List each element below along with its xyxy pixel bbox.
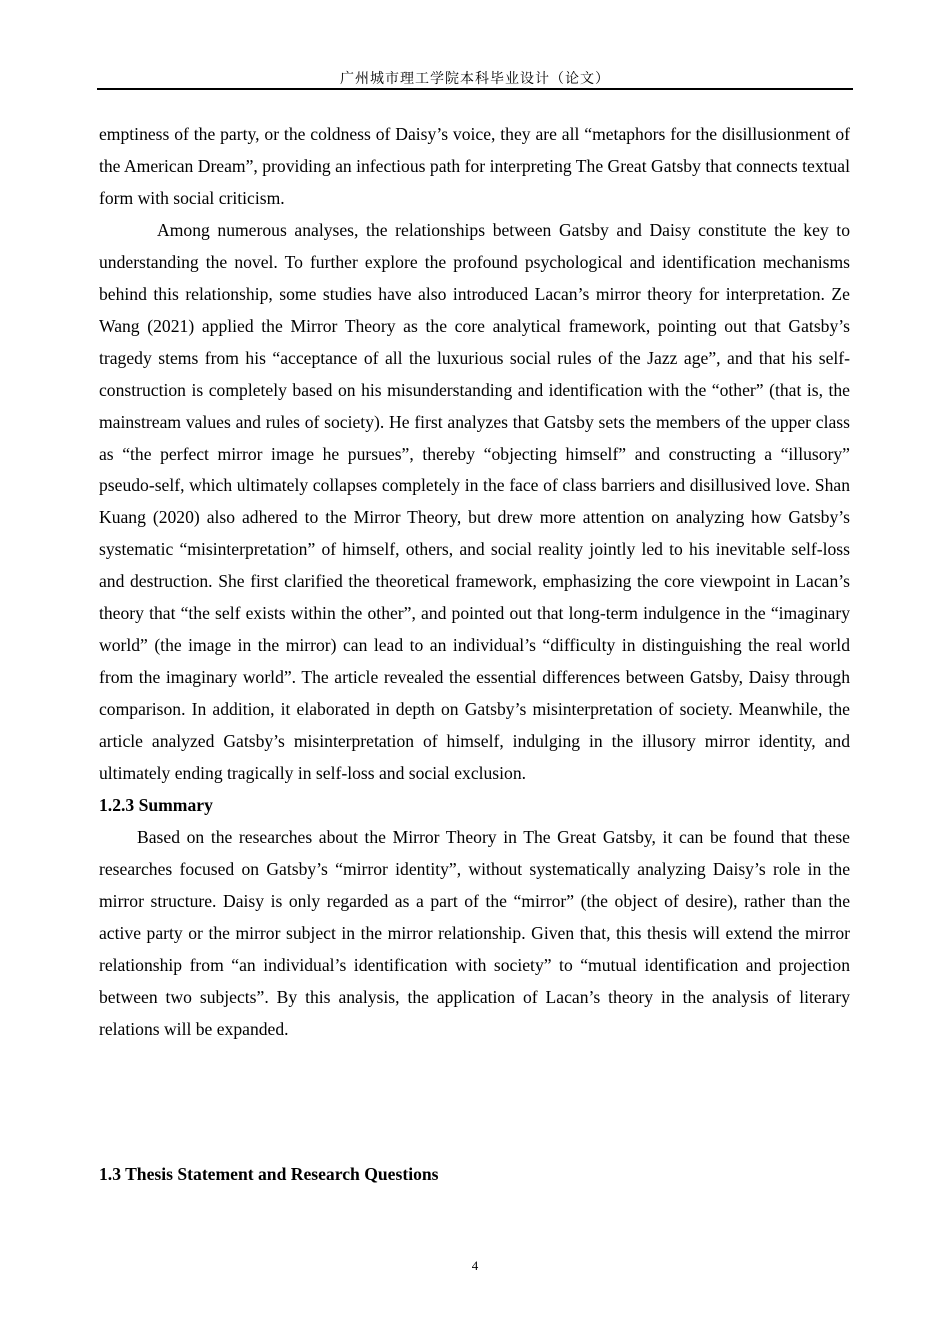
header-rule — [97, 88, 853, 90]
section-heading-thesis-statement: 1.3 Thesis Statement and Research Questions — [99, 1164, 439, 1184]
body-text — [99, 119, 850, 1046]
subsection-heading-summary: 1.2.3 Summary — [99, 795, 213, 816]
paragraph-mirror-theory-studies: Among numerous analyses, the relationships between Gatsby and Daisy constitute the key to understanding the novel. To further explore the profound psychological and identification mechanisms behind this relationship, some studies have also introduced Lacan’s mirror theory for interpretation. Ze Wang (2021) applied the Mirror Theory as the core analytical framework, pointing out that Gatsby’s tragedy stems from his “acceptance of all the luxurious social rules of the Jazz age”, and that his self-construction is completely based on his misunderstanding and identification with the “other” (that is, the mainstream values and rules of society). He first analyzes that Gatsby sets the members of the upper class as “the perfect mirror image he pursues”, thereby “objecting himself” and constructing a “illusory” pseudo-self, which ultimately collapses completely in the face of class barriers and disillusived love. Shan Kuang (2020) also adhered to the Mirror Theory, but drew more attention on analyzing how Gatsby’s systematic “misinterpretation” of himself, others, and social reality jointly led to his inevitable self-loss and destruction. She first clarified the theoretical framework, emphasizing the core viewpoint in Lacan’s theory that “the self exists within the other”, and pointed out that long-term indulgence in the “imaginary world” (the image in the mirror) can lead to an individual’s “difficulty in distinguishing the real world from the imaginary world”. The article revealed the essential differences between Gatsby, Daisy through comparison. In addition, it elaborated in depth on Gatsby’s misinterpretation of society. Meanwhile, the article analyzed Gatsby’s misinterpretation of himself, indulging in the illusory mirror identity, and ultimately ending tragically in self-loss and social exclusion. — [99, 219, 850, 784]
paragraph-summary: Based on the researches about the Mirror Theory in The Great Gatsby, it can be found that these researches focused on Gatsby’s “mirror identity”, without systematically analyzing Daisy’s role in the mirror structure. Daisy is only regarded as a part of the “mirror” (the object of desire), rather than the active party or the mirror subject in the mirror relationship. Given that, this thesis will extend the mirror relationship from “an individual’s identification with society” to “mutual identification and projection between two subjects”. By this analysis, the application of Lacan’s theory in the analysis of literary relations will be expanded. — [99, 826, 850, 1039]
paragraph-continuation: emptiness of the party, or the coldness of Daisy’s voice, they are all “metaphors for the disillusionment of the American Dream”, providing an infectious path for interpreting The Great Gatsby that connects textual form with social criticism. — [99, 124, 850, 208]
running-header: 广州城市理工学院本科毕业设计（论文） — [340, 72, 610, 87]
page-number: 4 — [471, 1258, 479, 1273]
